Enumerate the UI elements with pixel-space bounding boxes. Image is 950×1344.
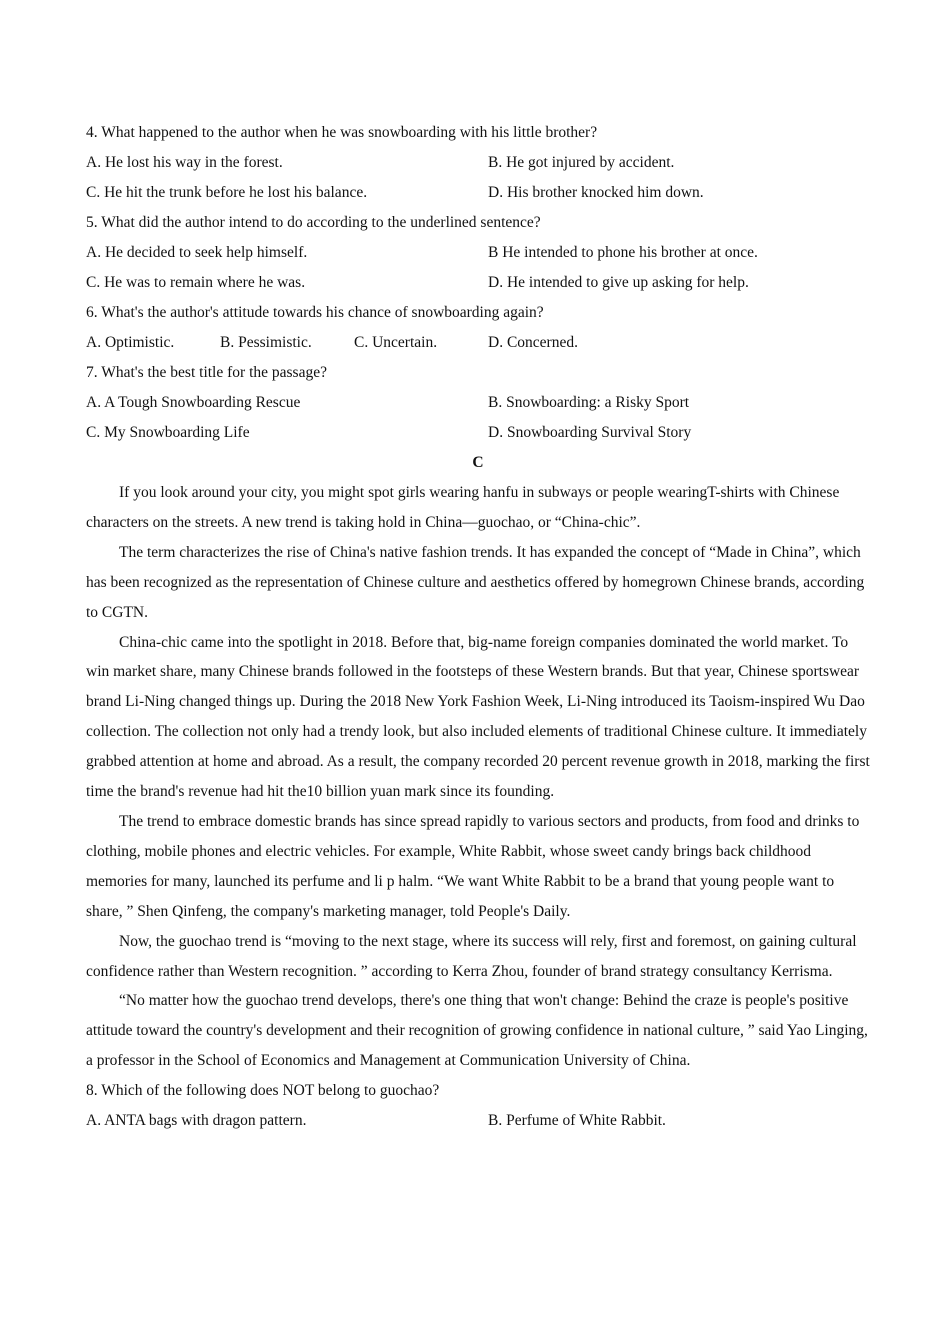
option-b: B He intended to phone his brother at once. <box>488 244 758 261</box>
option-row <box>86 328 870 358</box>
option-d: D. Concerned. <box>488 334 578 351</box>
passage-paragraph: “No matter how the guochao trend develops, there's one thing that won't change: Behind the craze is people's positive attitude toward the country's development and their recognition of growing confidence in national culture, ” said Yao Linging, a professor in the School of Economics and Management at Communication University of China. <box>86 992 868 1070</box>
passage-paragraph: Now, the guochao trend is “moving to the next stage, where its success will rely, first and foremost, on gaining cultural confidence rather than Western recognition. ” according to Kerra Zhou, founder of brand strategy consultancy Kerrisma. <box>86 932 857 980</box>
option-row <box>86 1106 870 1136</box>
option-row <box>86 418 870 448</box>
passage-paragraph: China-chic came into the spotlight in 2018. Before that, big-name foreign companies dominated the world market. To win market share, many Chinese brands followed in the footsteps of these Western brands. But that year, Chinese sportswear brand Li-Ning changed things up. During the 2018 New York Fashion Week, Li-Ning introduced its Taoism-inspired Wu Dao collection. The collection not only had a trendy look, but also included elements of traditional Chinese culture. It immediately grabbed attention at home and abroad. As a result, the company recorded 20 percent revenue growth in 2018, marking the first time the brand's revenue had hit the10 billion yuan mark since its founding. <box>86 633 870 801</box>
option-row <box>86 178 870 208</box>
question-stem: 6. What's the author's attitude towards his chance of snowboarding again? <box>86 304 544 321</box>
option-a: A. He decided to seek help himself. <box>86 244 308 261</box>
option-b: B. He got injured by accident. <box>488 154 675 171</box>
passage-paragraph: The trend to embrace domestic brands has since spread rapidly to various sectors and products, from food and drinks to clothing, mobile phones and electric vehicles. For example, White Rabbit, whose sweet candy brings back childhood memories for many, launched its perfume and li p halm. “We want White Rabbit to be a brand that young people want to share, ” Shen Qinfeng, the company's marketing manager, told People's Daily. <box>86 812 860 920</box>
question-stem: 7. What's the best title for the passage? <box>86 364 327 381</box>
option-d: D. Snowboarding Survival Story <box>488 424 692 441</box>
option-row <box>86 238 870 268</box>
option-d: D. His brother knocked him down. <box>488 184 704 201</box>
option-b: B. Snowboarding: a Risky Sport <box>488 394 690 411</box>
option-row <box>86 148 870 178</box>
passage-paragraph: The term characterizes the rise of China's native fashion trends. It has expanded the concept of “Made in China”, which has been recognized as the representation of Chinese culture and aesthetics offered by homegrown Chinese brands, according to CGTN. <box>86 543 865 621</box>
option-a: A. He lost his way in the forest. <box>86 154 283 171</box>
option-row <box>86 268 870 298</box>
option-a: A. A Tough Snowboarding Rescue <box>86 394 301 411</box>
option-a: A. Optimistic. <box>86 334 175 351</box>
option-b: B. Pessimistic. <box>220 334 312 351</box>
option-d: D. He intended to give up asking for help. <box>488 274 749 291</box>
question-stem: 8. Which of the following does NOT belong to guochao? <box>86 1082 440 1100</box>
option-a: A. ANTA bags with dragon pattern. <box>86 1112 307 1130</box>
passage-paragraph: If you look around your city, you might spot girls wearing hanfu in subways or people wearingT-shirts with Chinese characters on the streets. A new trend is taking hold in China—guochao, or “China-chic”. <box>86 484 840 531</box>
question-stem: 5. What did the author intend to do according to the underlined sentence? <box>86 214 541 231</box>
option-row <box>86 388 870 418</box>
option-b: B. Perfume of White Rabbit. <box>488 1112 666 1130</box>
exam-page <box>86 118 870 1136</box>
question-stem: 4. What happened to the author when he was snowboarding with his little brother? <box>86 124 598 141</box>
option-c: C. He was to remain where he was. <box>86 274 306 291</box>
option-c: C. Uncertain. <box>354 334 438 351</box>
option-c: C. He hit the trunk before he lost his balance. <box>86 184 368 201</box>
section-title: C <box>472 454 484 471</box>
option-c: C. My Snowboarding Life <box>86 424 250 441</box>
